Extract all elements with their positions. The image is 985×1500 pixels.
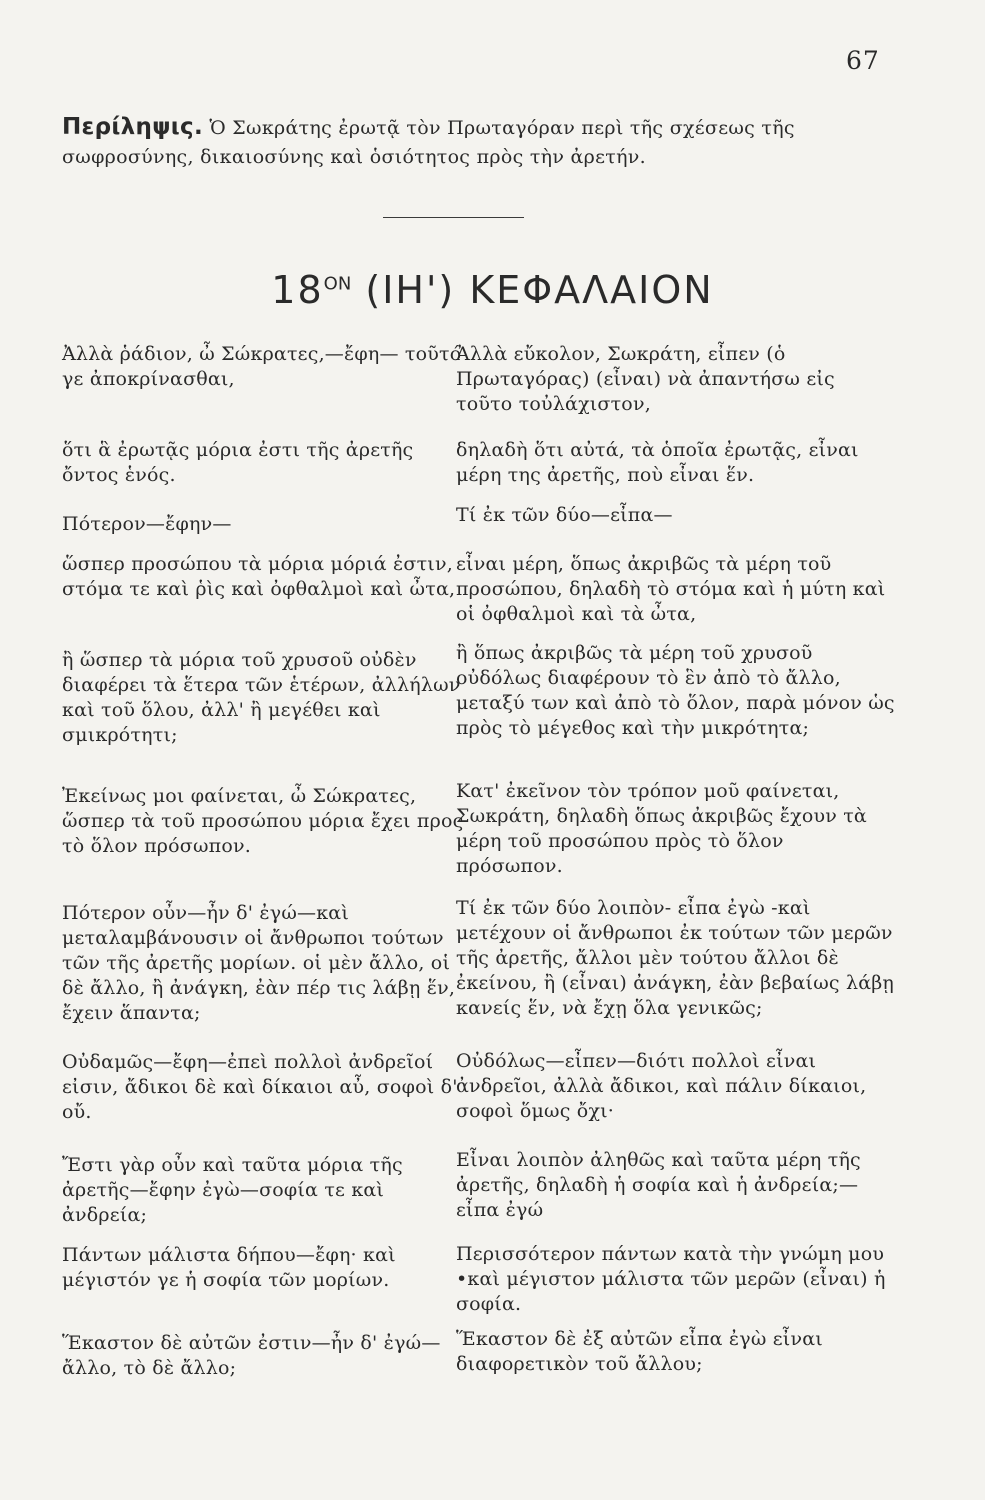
greek-paragraph: ἢ ὥσπερ τὰ μόρια τοῦ χρυσοῦ οὐδὲν διαφέρει τὰ ἕτερα τῶν ἑτέρων, ἀλλήλων καὶ τοῦ ὅλου, ἀλλ' ἢ μεγέθει καὶ σμικρότητι; — [62, 649, 461, 746]
translation-paragraph: Εἶναι λοιπὸν ἀληθῶς καὶ ταῦτα μέρη τῆς ἀρετῆς, δηλαδὴ ἡ σοφία καὶ ἡ ἀνδρεία;—εἶπα ἐγώ — [456, 1149, 861, 1221]
greek-paragraph: Ἔστι γὰρ οὖν καὶ ταῦτα μόρια τῆς ἀρετῆς—ἔφην ἐγὼ—σοφία τε καὶ ἀνδρεία; — [62, 1154, 403, 1226]
greek-paragraph: ὅτι ἃ ἐρωτᾷς μόρια ἐστι τῆς ἀρετῆς ὄντος ἑνός. — [62, 439, 414, 486]
chapter-title — [0, 268, 985, 312]
greek-paragraph: Ἐκείνως μοι φαίνεται, ὦ Σώκρατες, ὥσπερ τὰ τοῦ προσώπου μόρια ἔχει προς τὸ ὅλον πρόσωπον. — [62, 785, 464, 857]
separator-rule — [383, 217, 524, 218]
greek-paragraph: Πότερον οὖν—ἦν δ' ἐγώ—καὶ μεταλαμβάνουσιν οἱ ἄνθρωποι τούτων τῶν τῆς ἀρετῆς μορίων. οἱ μὲν ἄλλο, οἱ δὲ ἄλλο, ἢ ἀνάγκη, ἐὰν πέρ τις λάβῃ ἕν, ἔχειν ἅπαντα; — [62, 902, 456, 1024]
chapter-ordinal-suffix: ΟΝ — [323, 273, 352, 295]
translation-paragraph: Οὐδόλως—εἶπεν—διότι πολλοὶ εἶναι ἀνδρεῖοι, ἀλλὰ ἄδικοι, καὶ πάλιν δίκαιοι, σοφοὶ ὅμως ὄχι· — [456, 1050, 867, 1122]
page-number: 67 — [846, 46, 880, 75]
greek-paragraph: Ἕκαστον δὲ αὐτῶν ἐστιν—ἦν δ' ἐγώ—ἄλλο, τὸ δὲ ἄλλο; — [62, 1332, 441, 1379]
summary — [62, 113, 902, 172]
translation-paragraph: εἶναι μέρη, ὅπως ἀκριβῶς τὰ μέρη τοῦ προσώπου, δηλαδὴ τὸ στόμα καὶ ἡ μύτη καὶ οἱ ὀφθαλμοὶ καὶ τὰ ὦτα, — [456, 553, 886, 625]
translation-paragraph: Ἀλλὰ εὔκολον, Σωκράτη, εἶπεν (ὁ Πρωταγόρας) (εἶναι) νὰ ἀπαντήσω εἰς τοῦτο τοὐλάχιστον, — [456, 343, 835, 415]
greek-paragraph: ὥσπερ προσώπου τὰ μόρια μόριά ἐστιν, στόμα τε καὶ ῥὶς καὶ ὀφθαλμοὶ καὶ ὦτα, — [62, 553, 456, 600]
chapter-number: 18 — [271, 268, 324, 312]
translation-paragraph: Κατ' ἐκεῖνον τὸν τρόπον μοῦ φαίνεται, Σωκράτη, δηλαδὴ ὅπως ἀκριβῶς ἔχουν τὰ μέρη τοῦ προσώπου πρὸς τὸ ὅλον πρόσωπον. — [456, 780, 867, 877]
summary-text: Ὁ Σωκράτης ἐρωτᾷ τὸν Πρωταγόραν περὶ τῆς σχέσεως τῆς σωφροσύνης, δικαιοσύνης καὶ ὁσιότητος πρὸς τὴν ἀρετήν. — [62, 117, 795, 168]
translation-paragraph: ἢ ὅπως ἀκριβῶς τὰ μέρη τοῦ χρυσοῦ οὐδόλως διαφέρουν τὸ ἓν ἀπὸ τὸ ἄλλο, μεταξύ των καὶ ἀπὸ τὸ ὅλον, παρὰ μόνον ὡς πρὸς τὸ μέγεθος καὶ τὴν μικρότητα; — [456, 642, 895, 739]
greek-paragraph: Οὐδαμῶς—ἔφη—ἐπεὶ πολλοὶ ἀνδρεῖοί εἰσιν, ἄδικοι δὲ καὶ δίκαιοι αὖ, σοφοὶ δ' οὔ. — [62, 1051, 458, 1123]
summary-label: Περίληψις. — [62, 114, 203, 140]
translation-paragraph: δηλαδὴ ὅτι αὐτά, τὰ ὁποῖα ἐρωτᾷς, εἶναι μέρη της ἀρετῆς, ποὺ εἶναι ἕν. — [456, 439, 859, 486]
translation-paragraph: Τί ἐκ τῶν δύο λοιπὸν- εἶπα ἐγὼ -καὶ μετέχουν οἱ ἄνθρωποι ἐκ τούτων τῶν μερῶν τῆς ἀρετῆς, ἄλλοι μὲν τούτου ἄλλοι δὲ ἐκείνου, ἢ (εἶναι) ἀνάγκη, ἐὰν βεβαίως λάβῃ κανείς ἕν, νὰ ἔχῃ ὅλα γενικῶς; — [456, 897, 895, 1019]
translation-paragraph: Τί ἐκ τῶν δύο—εἶπα— — [456, 504, 673, 526]
greek-paragraph: Πότερον—ἔφην— — [62, 513, 232, 535]
greek-paragraph: Πάντων μάλιστα δήπου—ἔφη· καὶ μέγιστόν γε ἡ σοφία τῶν μορίων. — [62, 1244, 396, 1291]
greek-paragraph: Ἀλλὰ ῥάδιον, ὦ Σώκρατες,—ἔφη— τοῦτό γε ἀποκρίνασθαι, — [62, 343, 462, 390]
translation-paragraph: Ἕκαστον δὲ ἐξ αὐτῶν εἶπα ἐγὼ εἶναι διαφορετικὸν τοῦ ἄλλου; — [456, 1328, 823, 1375]
translation-paragraph: Περισσότερον πάντων κατὰ τὴν γνώμη μου •καὶ μέγιστον μάλιστα τῶν μερῶν (εἶναι) ἡ σοφία. — [456, 1243, 886, 1315]
chapter-heading: (ΙΗ') ΚΕΦΑΛΑΙΟΝ — [351, 268, 714, 312]
